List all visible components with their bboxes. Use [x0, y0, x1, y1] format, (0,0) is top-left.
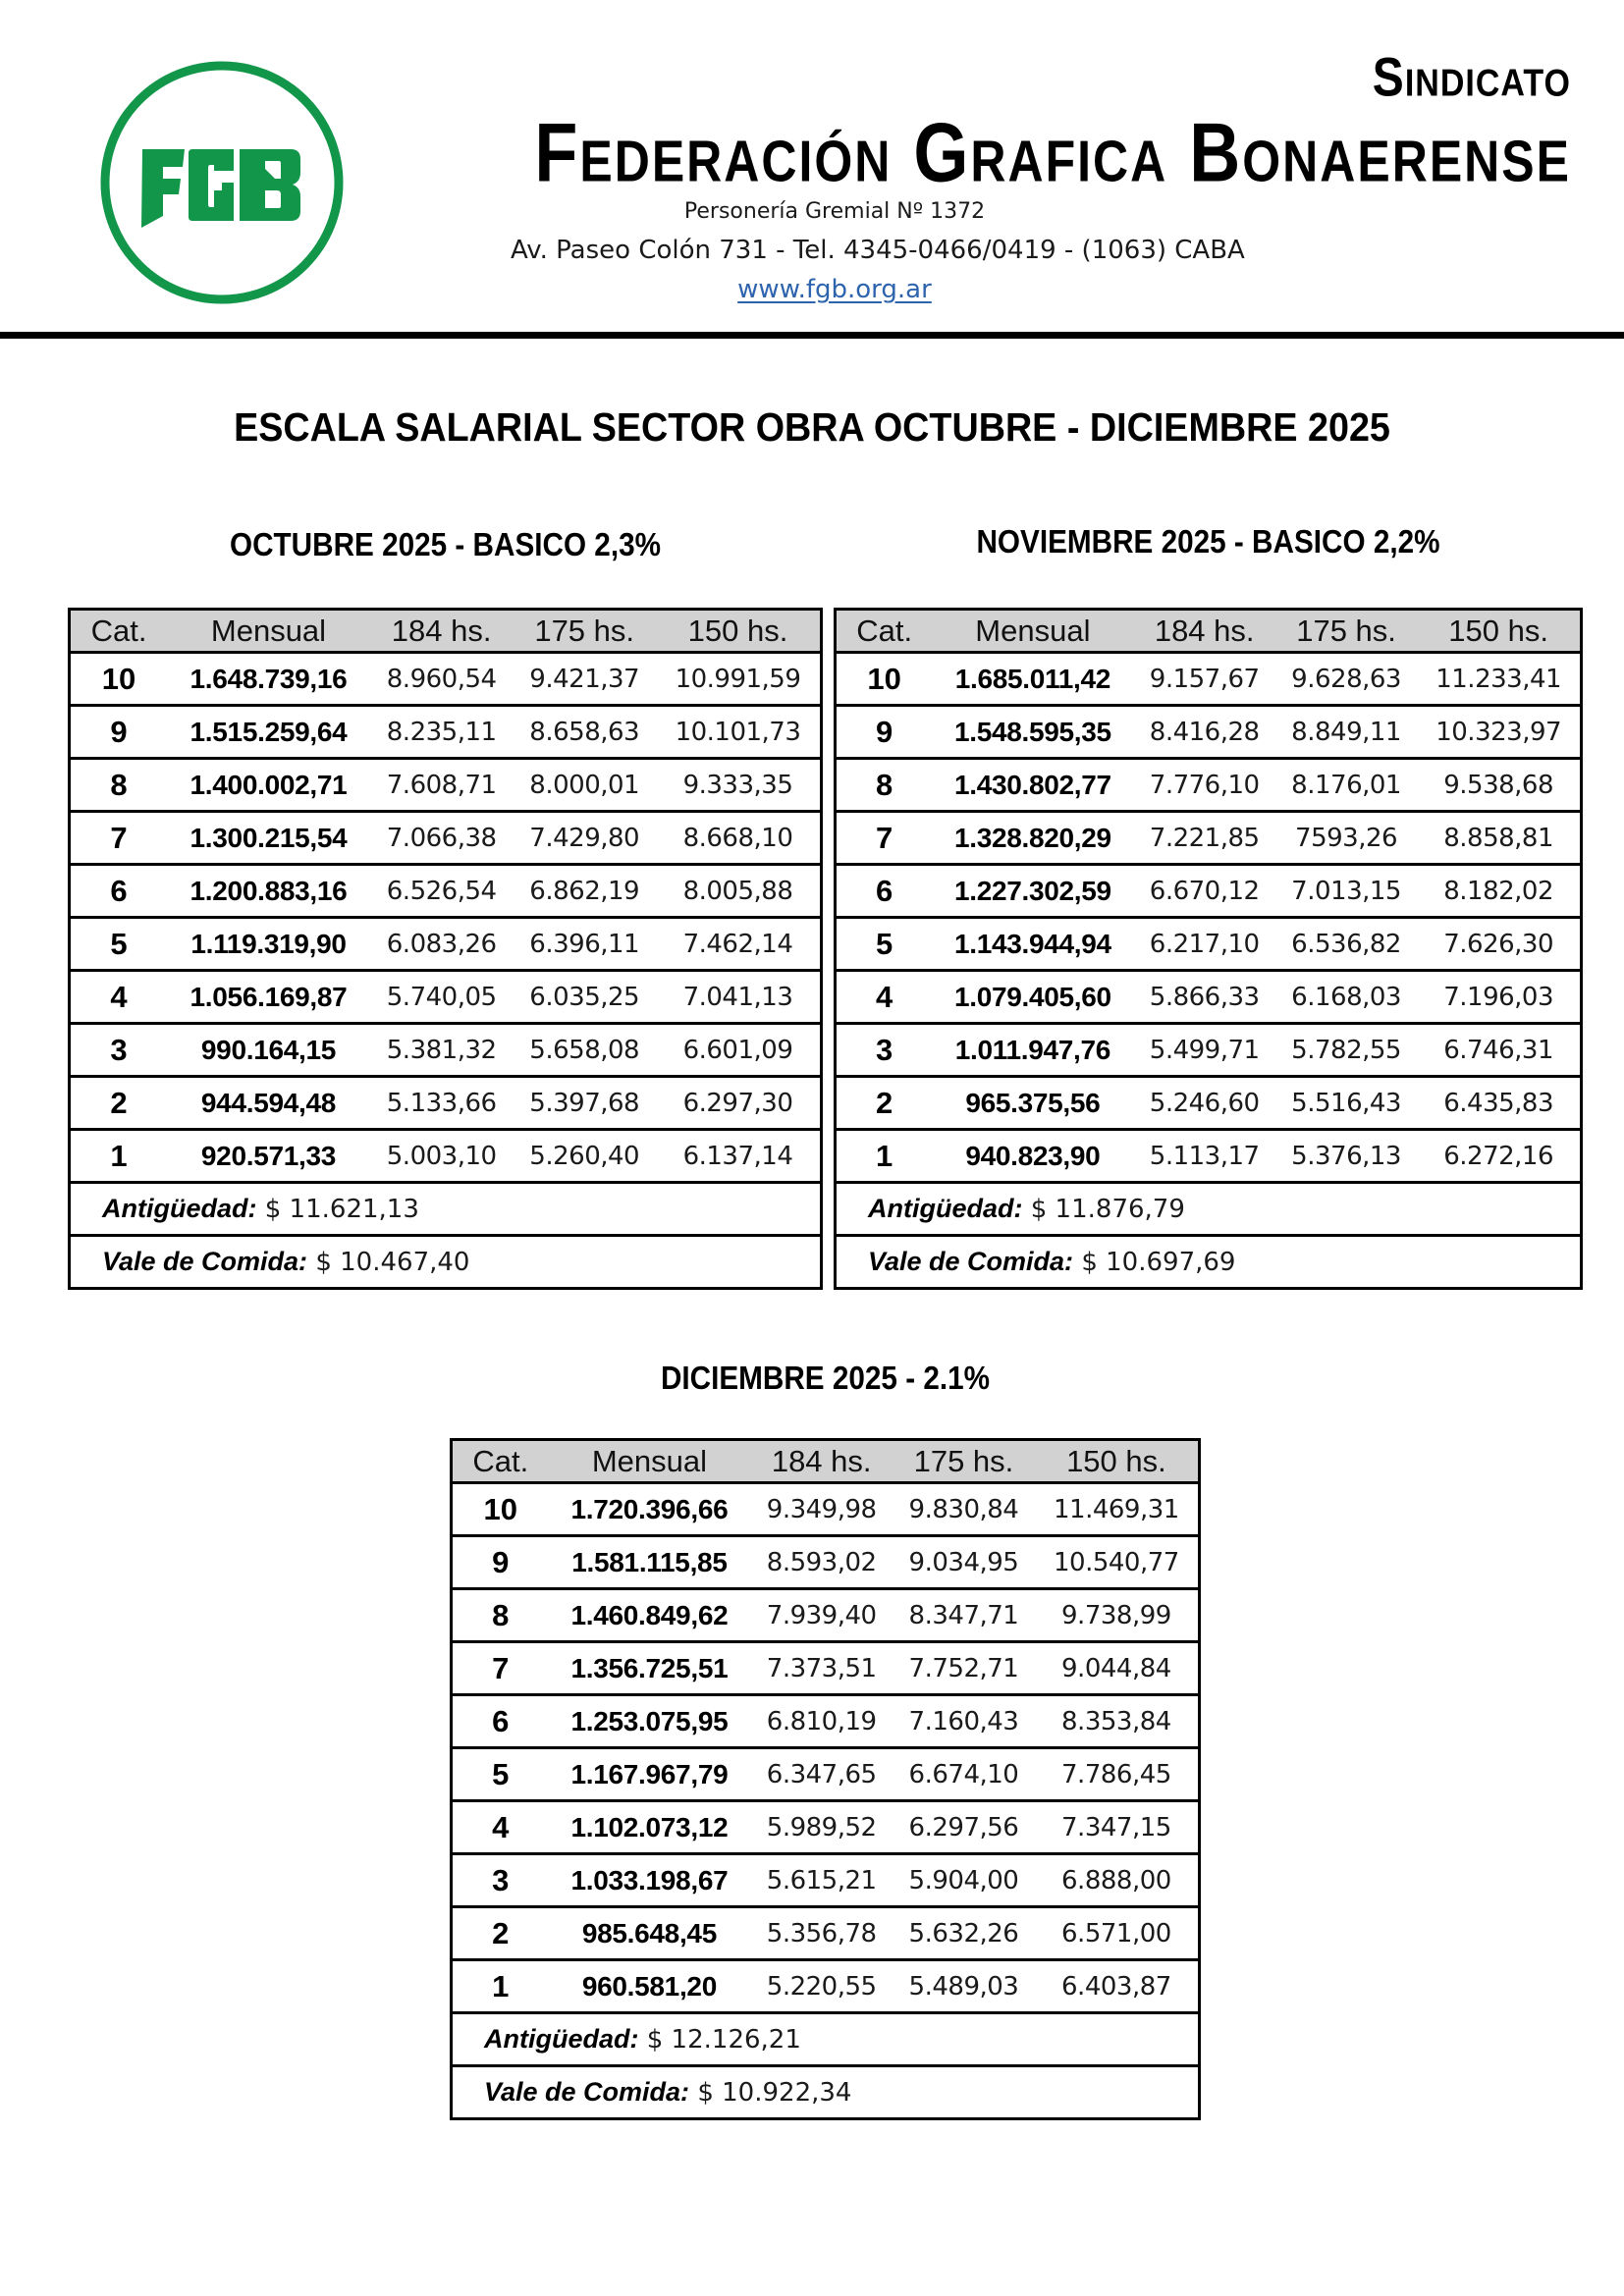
cell-175hs: 8.658,63 [513, 706, 656, 759]
cell-150hs: 8.668,10 [656, 812, 822, 865]
cell-150hs: 11.233,41 [1417, 653, 1581, 706]
header-150hs: 150 hs. [1035, 1440, 1200, 1483]
cell-150hs: 7.462,14 [656, 918, 822, 971]
header-184hs: 184 hs. [370, 610, 514, 653]
cell-184hs: 6.347,65 [750, 1748, 893, 1801]
table-row [70, 971, 822, 1024]
cell-mensual: 1.548.595,35 [932, 706, 1133, 759]
table-row [836, 706, 1582, 759]
cell-mensual: 1.033.198,67 [549, 1854, 751, 1907]
table-row [836, 812, 1582, 865]
cell-175hs: 6.168,03 [1275, 971, 1417, 1024]
cell-184hs: 5.113,17 [1133, 1130, 1274, 1183]
salary-table-noviembre [834, 608, 1583, 1290]
cell-cat: 5 [452, 1748, 549, 1801]
cell-mensual: 1.581.115,85 [549, 1536, 751, 1589]
cell-150hs: 6.435,83 [1417, 1077, 1581, 1130]
vale-comida-label: Vale de Comida: [484, 2077, 690, 2107]
cell-150hs: 6.888,00 [1035, 1854, 1200, 1907]
header-175hs: 175 hs. [513, 610, 656, 653]
header-175hs: 175 hs. [893, 1440, 1035, 1483]
cell-184hs: 5.989,52 [750, 1801, 893, 1854]
cell-184hs: 6.670,12 [1133, 865, 1274, 918]
header-cat: Cat. [452, 1440, 549, 1483]
cell-mensual: 1.648.739,16 [167, 653, 370, 706]
cell-184hs: 6.083,26 [370, 918, 514, 971]
cell-cat: 8 [836, 759, 933, 812]
cell-cat: 9 [70, 706, 168, 759]
cell-mensual: 940.823,90 [932, 1130, 1133, 1183]
cell-mensual: 1.430.802,77 [932, 759, 1133, 812]
vale-comida-value: $ 10.697,69 [1081, 1248, 1236, 1277]
table-row [452, 1801, 1200, 1854]
cell-mensual: 1.253.075,95 [549, 1695, 751, 1748]
cell-cat: 10 [452, 1483, 549, 1536]
cell-150hs: 6.272,16 [1417, 1130, 1581, 1183]
cell-184hs: 5.356,78 [750, 1907, 893, 1960]
cell-cat: 6 [836, 865, 933, 918]
cell-175hs: 7.752,71 [893, 1642, 1035, 1695]
cell-mensual: 1.720.396,66 [549, 1483, 751, 1536]
cell-mensual: 920.571,33 [167, 1130, 370, 1183]
antiguedad-row-cell [70, 1183, 822, 1236]
header-cat: Cat. [70, 610, 168, 653]
cell-175hs: 8.176,01 [1275, 759, 1417, 812]
cell-175hs: 6.862,19 [513, 865, 656, 918]
cell-184hs: 5.866,33 [1133, 971, 1274, 1024]
cell-184hs: 8.960,54 [370, 653, 514, 706]
cell-184hs: 8.235,11 [370, 706, 514, 759]
cell-150hs: 10.101,73 [656, 706, 822, 759]
cell-175hs: 8.347,71 [893, 1589, 1035, 1642]
cell-184hs: 8.593,02 [750, 1536, 893, 1589]
cell-cat: 9 [836, 706, 933, 759]
table-row [836, 1024, 1582, 1077]
table-row [836, 918, 1582, 971]
cell-150hs: 8.858,81 [1417, 812, 1581, 865]
table-row [70, 706, 822, 759]
org-name: Federación Grafica Bonaerense [534, 107, 1571, 200]
cell-cat: 7 [836, 812, 933, 865]
antiguedad-label: Antigüedad: [484, 2024, 639, 2054]
cell-mensual: 965.375,56 [932, 1077, 1133, 1130]
cell-cat: 5 [70, 918, 168, 971]
vale-comida-row-cell [452, 2066, 1200, 2119]
cell-184hs: 5.615,21 [750, 1854, 893, 1907]
table-row [836, 865, 1582, 918]
cell-mensual: 1.685.011,42 [932, 653, 1133, 706]
cell-184hs: 5.003,10 [370, 1130, 514, 1183]
cell-cat: 8 [70, 759, 168, 812]
vale-comida-value: $ 10.922,34 [697, 2078, 852, 2108]
cell-175hs: 8.000,01 [513, 759, 656, 812]
antiguedad-value: $ 11.876,79 [1030, 1195, 1185, 1224]
cell-150hs: 7.626,30 [1417, 918, 1581, 971]
header-mensual: Mensual [167, 610, 370, 653]
cell-mensual: 1.167.967,79 [549, 1748, 751, 1801]
cell-184hs: 7.939,40 [750, 1589, 893, 1642]
vale-comida-row-cell [836, 1236, 1582, 1289]
cell-175hs: 7.013,15 [1275, 865, 1417, 918]
cell-175hs: 8.849,11 [1275, 706, 1417, 759]
cell-184hs: 7.608,71 [370, 759, 514, 812]
table-row [452, 1483, 1200, 1536]
vale-comida-row [70, 1236, 822, 1289]
cell-mensual: 944.594,48 [167, 1077, 370, 1130]
table-row [70, 759, 822, 812]
cell-184hs: 9.157,67 [1133, 653, 1274, 706]
cell-175hs: 5.904,00 [893, 1854, 1035, 1907]
cell-mensual: 1.102.073,12 [549, 1801, 751, 1854]
table-header-row [836, 610, 1582, 653]
cell-184hs: 7.066,38 [370, 812, 514, 865]
vale-comida-row [452, 2066, 1200, 2119]
header-cat: Cat. [836, 610, 933, 653]
table-row [452, 1589, 1200, 1642]
cell-184hs: 7.221,85 [1133, 812, 1274, 865]
table-row [70, 1077, 822, 1130]
header-184hs: 184 hs. [1133, 610, 1274, 653]
cell-mensual: 985.648,45 [549, 1907, 751, 1960]
header-184hs: 184 hs. [750, 1440, 893, 1483]
cell-cat: 3 [452, 1854, 549, 1907]
cell-150hs: 8.182,02 [1417, 865, 1581, 918]
cell-150hs: 7.786,45 [1035, 1748, 1200, 1801]
cell-184hs: 8.416,28 [1133, 706, 1274, 759]
cell-cat: 5 [836, 918, 933, 971]
org-website-link[interactable]: www.fgb.org.ar [737, 275, 932, 304]
cell-175hs: 5.260,40 [513, 1130, 656, 1183]
vale-comida-row-cell [70, 1236, 822, 1289]
table-row [70, 653, 822, 706]
table-row [836, 1077, 1582, 1130]
cell-cat: 6 [452, 1695, 549, 1748]
table-row [836, 759, 1582, 812]
table-row [452, 1642, 1200, 1695]
document-title: ESCALA SALARIAL SECTOR OBRA OCTUBRE - DICIEMBRE 2025 [234, 404, 1390, 450]
antiguedad-row [836, 1183, 1582, 1236]
antiguedad-row [70, 1183, 822, 1236]
antiguedad-label: Antigüedad: [868, 1194, 1023, 1223]
cell-cat: 10 [70, 653, 168, 706]
table-header-row [452, 1440, 1200, 1483]
cell-184hs: 5.133,66 [370, 1077, 514, 1130]
org-kicker: Sindicato [1372, 48, 1571, 109]
cell-150hs: 6.601,09 [656, 1024, 822, 1077]
cell-cat: 10 [836, 653, 933, 706]
cell-150hs: 7.041,13 [656, 971, 822, 1024]
cell-150hs: 7.196,03 [1417, 971, 1581, 1024]
cell-175hs: 6.297,56 [893, 1801, 1035, 1854]
org-registration: Personería Gremial Nº 1372 [683, 199, 986, 224]
cell-150hs: 6.137,14 [656, 1130, 822, 1183]
cell-150hs: 10.323,97 [1417, 706, 1581, 759]
cell-mensual: 1.011.947,76 [932, 1024, 1133, 1077]
table-row [70, 812, 822, 865]
antiguedad-label: Antigüedad: [102, 1194, 257, 1223]
cell-175hs: 5.632,26 [893, 1907, 1035, 1960]
antiguedad-row-cell [452, 2013, 1200, 2066]
salary-table-diciembre [450, 1438, 1201, 2120]
header-divider [0, 332, 1624, 339]
cell-cat: 2 [452, 1907, 549, 1960]
cell-cat: 8 [452, 1589, 549, 1642]
cell-cat: 3 [836, 1024, 933, 1077]
org-address: Av. Paseo Colón 731 - Tel. 4345-0466/0419 - (1063) CABA [511, 236, 1245, 265]
cell-175hs: 9.034,95 [893, 1536, 1035, 1589]
cell-175hs: 5.397,68 [513, 1077, 656, 1130]
cell-mensual: 1.056.169,87 [167, 971, 370, 1024]
antiguedad-value: $ 12.126,21 [646, 2025, 801, 2055]
cell-175hs: 7593,26 [1275, 812, 1417, 865]
cell-150hs: 10.540,77 [1035, 1536, 1200, 1589]
table-row [452, 1960, 1200, 2013]
cell-150hs: 11.469,31 [1035, 1483, 1200, 1536]
cell-mensual: 1.300.215,54 [167, 812, 370, 865]
cell-cat: 2 [70, 1077, 168, 1130]
header-150hs: 150 hs. [1417, 610, 1581, 653]
cell-150hs: 8.005,88 [656, 865, 822, 918]
table-row [70, 918, 822, 971]
cell-cat: 2 [836, 1077, 933, 1130]
table-row [836, 1130, 1582, 1183]
vale-comida-label: Vale de Comida: [102, 1247, 308, 1276]
section-title-diciembre: DICIEMBRE 2025 - 2.1% [660, 1360, 991, 1396]
cell-175hs: 5.376,13 [1275, 1130, 1417, 1183]
cell-150hs: 9.538,68 [1417, 759, 1581, 812]
vale-comida-value: $ 10.467,40 [315, 1248, 470, 1277]
table-row [452, 1536, 1200, 1589]
header-mensual: Mensual [549, 1440, 751, 1483]
section-title-octubre: OCTUBRE 2025 - BASICO 2,3% [229, 526, 662, 562]
salary-table-octubre [68, 608, 823, 1290]
table-row [70, 1024, 822, 1077]
table-row [70, 865, 822, 918]
cell-cat: 1 [452, 1960, 549, 2013]
cell-184hs: 9.349,98 [750, 1483, 893, 1536]
cell-mensual: 960.581,20 [549, 1960, 751, 2013]
cell-150hs: 8.353,84 [1035, 1695, 1200, 1748]
cell-175hs: 6.396,11 [513, 918, 656, 971]
cell-cat: 7 [70, 812, 168, 865]
cell-175hs: 5.782,55 [1275, 1024, 1417, 1077]
table-row [452, 1748, 1200, 1801]
cell-150hs: 7.347,15 [1035, 1801, 1200, 1854]
cell-mensual: 1.356.725,51 [549, 1642, 751, 1695]
cell-184hs: 6.217,10 [1133, 918, 1274, 971]
cell-175hs: 9.421,37 [513, 653, 656, 706]
cell-mensual: 1.119.319,90 [167, 918, 370, 971]
cell-150hs: 9.333,35 [656, 759, 822, 812]
vale-comida-row [836, 1236, 1582, 1289]
cell-mensual: 1.200.883,16 [167, 865, 370, 918]
cell-184hs: 5.246,60 [1133, 1077, 1274, 1130]
cell-184hs: 5.740,05 [370, 971, 514, 1024]
cell-cat: 7 [452, 1642, 549, 1695]
cell-175hs: 6.674,10 [893, 1748, 1035, 1801]
cell-184hs: 7.776,10 [1133, 759, 1274, 812]
header-mensual: Mensual [932, 610, 1133, 653]
cell-cat: 1 [70, 1130, 168, 1183]
section-title-noviembre: NOVIEMBRE 2025 - BASICO 2,2% [976, 523, 1440, 560]
cell-mensual: 1.227.302,59 [932, 865, 1133, 918]
antiguedad-row-cell [836, 1183, 1582, 1236]
cell-cat: 9 [452, 1536, 549, 1589]
cell-184hs: 5.499,71 [1133, 1024, 1274, 1077]
cell-cat: 4 [70, 971, 168, 1024]
cell-150hs: 9.738,99 [1035, 1589, 1200, 1642]
cell-mensual: 1.079.405,60 [932, 971, 1133, 1024]
antiguedad-value: $ 11.621,13 [264, 1195, 419, 1224]
cell-mensual: 1.460.849,62 [549, 1589, 751, 1642]
cell-cat: 1 [836, 1130, 933, 1183]
cell-175hs: 9.628,63 [1275, 653, 1417, 706]
cell-cat: 4 [836, 971, 933, 1024]
fgb-logo [98, 59, 346, 306]
cell-184hs: 5.381,32 [370, 1024, 514, 1077]
cell-cat: 4 [452, 1801, 549, 1854]
antiguedad-row [452, 2013, 1200, 2066]
cell-mensual: 1.400.002,71 [167, 759, 370, 812]
cell-175hs: 7.429,80 [513, 812, 656, 865]
table-header-row [70, 610, 822, 653]
cell-184hs: 6.810,19 [750, 1695, 893, 1748]
vale-comida-label: Vale de Comida: [868, 1247, 1074, 1276]
cell-175hs: 6.035,25 [513, 971, 656, 1024]
table-row [452, 1695, 1200, 1748]
cell-175hs: 9.830,84 [893, 1483, 1035, 1536]
cell-150hs: 9.044,84 [1035, 1642, 1200, 1695]
cell-150hs: 6.571,00 [1035, 1907, 1200, 1960]
cell-150hs: 6.746,31 [1417, 1024, 1581, 1077]
cell-cat: 3 [70, 1024, 168, 1077]
header-175hs: 175 hs. [1275, 610, 1417, 653]
cell-cat: 6 [70, 865, 168, 918]
cell-184hs: 5.220,55 [750, 1960, 893, 2013]
cell-175hs: 5.516,43 [1275, 1077, 1417, 1130]
fgb-logo-emblem-icon [98, 59, 346, 306]
cell-mensual: 1.515.259,64 [167, 706, 370, 759]
table-row [452, 1854, 1200, 1907]
header-150hs: 150 hs. [656, 610, 822, 653]
cell-150hs: 6.297,30 [656, 1077, 822, 1130]
table-row [452, 1907, 1200, 1960]
cell-150hs: 6.403,87 [1035, 1960, 1200, 2013]
cell-175hs: 5.658,08 [513, 1024, 656, 1077]
cell-175hs: 5.489,03 [893, 1960, 1035, 2013]
cell-150hs: 10.991,59 [656, 653, 822, 706]
table-row [836, 971, 1582, 1024]
cell-184hs: 6.526,54 [370, 865, 514, 918]
table-row [836, 653, 1582, 706]
cell-175hs: 6.536,82 [1275, 918, 1417, 971]
table-row [70, 1130, 822, 1183]
cell-mensual: 990.164,15 [167, 1024, 370, 1077]
cell-175hs: 7.160,43 [893, 1695, 1035, 1748]
cell-mensual: 1.328.820,29 [932, 812, 1133, 865]
cell-mensual: 1.143.944,94 [932, 918, 1133, 971]
cell-184hs: 7.373,51 [750, 1642, 893, 1695]
